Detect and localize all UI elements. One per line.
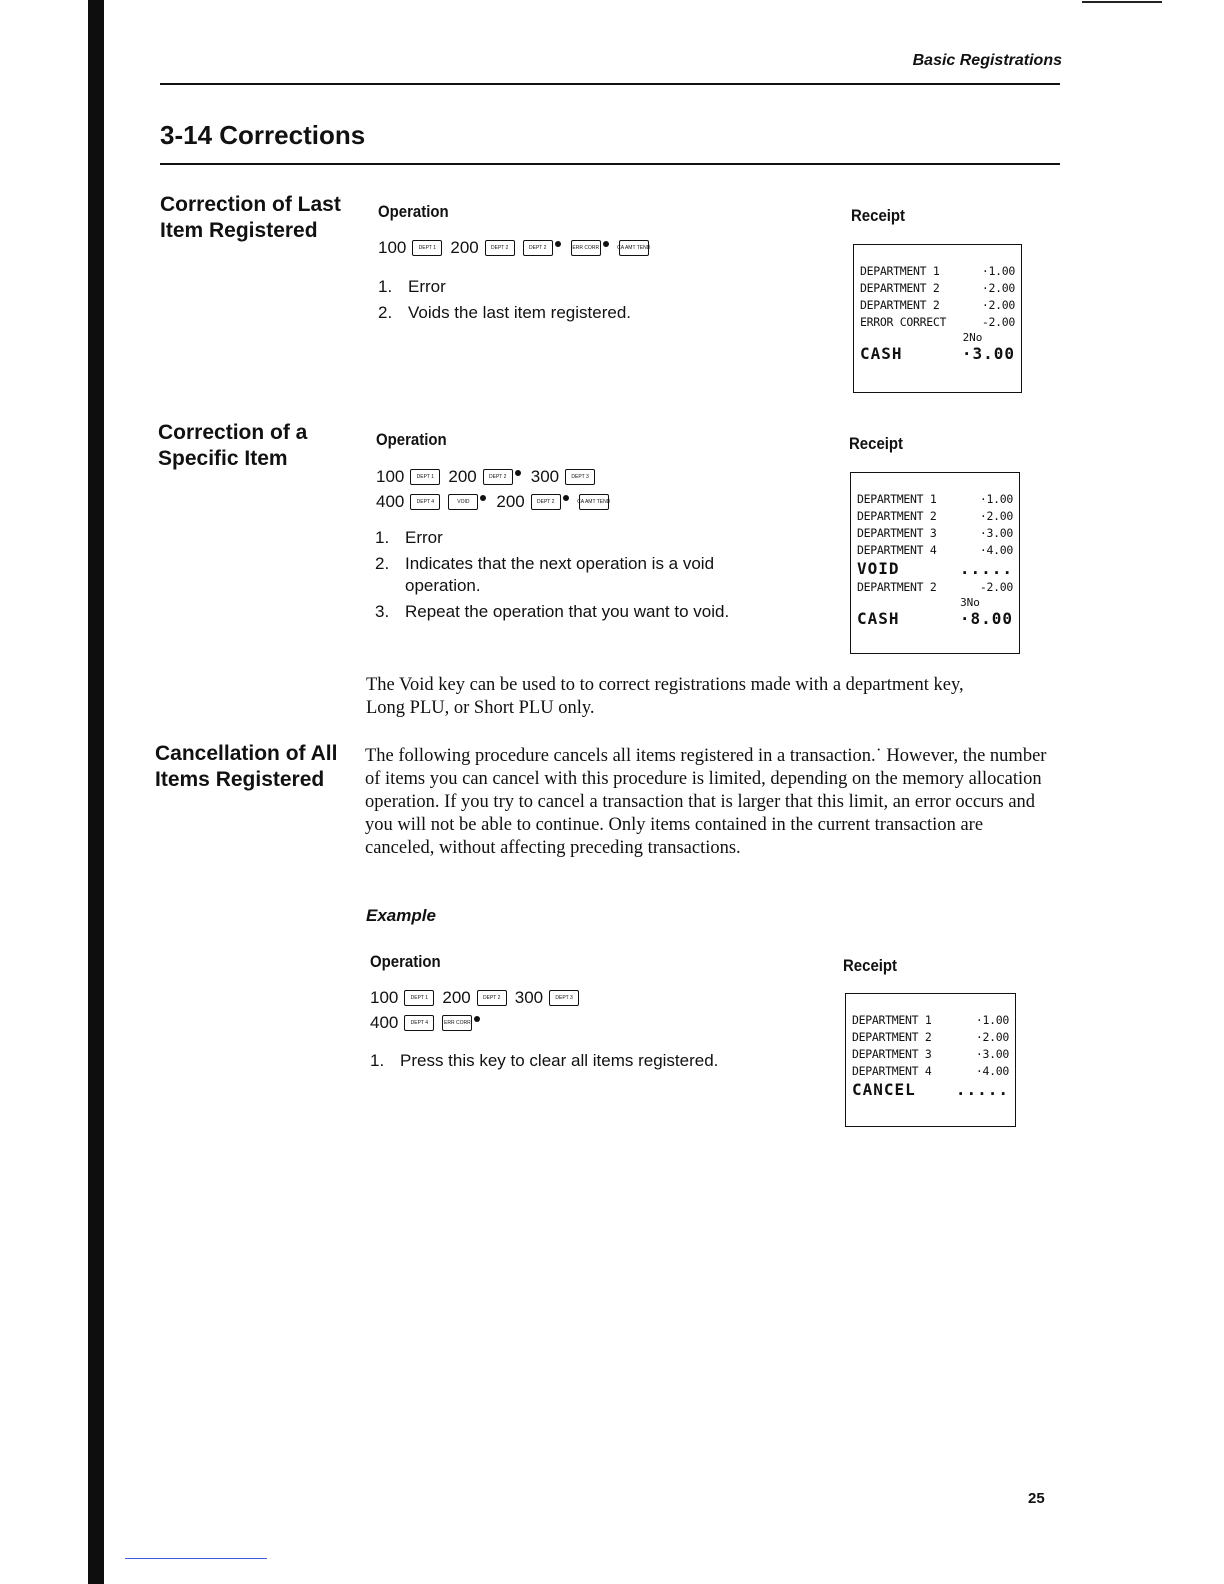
register-key-dept-2: DEPT 2 [485, 240, 515, 256]
receipt [845, 993, 1016, 1127]
amount-entry: 400 [376, 492, 405, 511]
amount-entry: 100 [376, 467, 405, 486]
note-number: 3. [375, 602, 390, 621]
amount-entry: 200 [442, 988, 471, 1007]
example-label: Example [366, 906, 436, 925]
register-key-ca-amt-tend: CA AMT TEND [619, 240, 649, 256]
receipt-item-value: ·4.00 [979, 543, 1013, 557]
title-rule [160, 163, 1060, 165]
running-head: Basic Registrations [912, 52, 1062, 69]
receipt-line [857, 525, 1013, 542]
note-number: 1. [378, 277, 393, 296]
receipt-item-label: DEPARTMENT 2 [857, 580, 937, 594]
receipt-line [852, 1029, 1009, 1046]
cancel-paragraph: The following procedure cancels all items registered in a transaction.˙ However, the number of items you can cancel with this procedure is limited, depending on the memory allocation operation. If you try to cancel a transaction that is larger that this limit, an error occurs and you will not be able to continue. Only items contained in the current transaction are canceled, without affecting preceding transactions. [365, 746, 1047, 858]
page-number: 25 [1028, 1490, 1045, 1507]
receipt [853, 244, 1022, 393]
receipt-item-label: DEPARTMENT 2 [860, 281, 940, 295]
operation-notes [370, 1050, 750, 1076]
note-item [375, 601, 735, 623]
key-sequence [378, 238, 651, 258]
receipt-item-label: DEPARTMENT 4 [857, 543, 937, 557]
receipt-item-label: DEPARTMENT 2 [852, 1030, 932, 1044]
receipt-label: Receipt [843, 956, 898, 975]
receipt-label: Receipt [851, 206, 906, 225]
binding-edge [88, 0, 104, 1584]
receipt-item-value: ·1.00 [979, 492, 1013, 506]
section-heading: Cancellation of All Items Registered [155, 742, 338, 791]
receipt-item-value: -2.00 [979, 580, 1013, 594]
scan-line [1082, 1, 1162, 3]
step-marker-dot [474, 1016, 480, 1022]
scan-line-bottom [125, 1558, 267, 1559]
step-marker-dot [555, 241, 561, 247]
receipt-item-value: ·2.00 [979, 509, 1013, 523]
receipt-total-label: CASH [857, 609, 900, 628]
receipt-item-label: CANCEL [852, 1080, 916, 1099]
note-number: 2. [378, 303, 393, 322]
register-key-dept-3: DEPT 3 [549, 990, 579, 1006]
note-text: Press this key to clear all items registered. [400, 1051, 719, 1070]
note-item [375, 527, 735, 549]
amount-entry: 100 [378, 238, 407, 257]
receipt-item-label: VOID [857, 559, 900, 578]
receipt-item-count: 3No [960, 596, 980, 609]
receipt-item-label: DEPARTMENT 4 [852, 1064, 932, 1078]
receipt-line [852, 1080, 1009, 1100]
register-key-dept-1: DEPT 1 [404, 990, 434, 1006]
amount-entry: 300 [530, 467, 560, 486]
receipt-line [852, 1046, 1009, 1063]
receipt-line [860, 297, 1015, 314]
key-sequence [370, 1013, 581, 1033]
register-key-dept-2: DEPT 2 [477, 990, 507, 1006]
amount-entry: 300 [514, 988, 544, 1007]
register-key-err-corr: ERR CORR [571, 240, 601, 256]
receipt-total-value: ·3.00 [961, 344, 1015, 363]
receipt-item-value: ..... [955, 1080, 1009, 1099]
receipt-item-label: DEPARTMENT 1 [857, 492, 937, 506]
operation-label: Operation [370, 952, 441, 971]
receipt-item-value: ·2.00 [981, 298, 1015, 312]
receipt-line [857, 579, 1013, 596]
receipt-item-label: DEPARTMENT 2 [860, 298, 940, 312]
note-item [375, 553, 735, 597]
note-text: Error [405, 528, 443, 547]
amount-entry: 200 [450, 238, 479, 257]
note-item [378, 276, 718, 298]
receipt-line [852, 1063, 1009, 1080]
receipt [850, 472, 1020, 654]
section-heading: Correction of a Specific Item [158, 421, 308, 470]
operation-keys [370, 988, 581, 1038]
register-key-dept-4: DEPT 4 [404, 1015, 434, 1031]
receipt-total [860, 344, 1015, 364]
section-title: 3-14 Corrections [160, 120, 366, 150]
receipt-line [852, 1012, 1009, 1029]
receipt-line [860, 263, 1015, 280]
section-heading: Correction of Last Item Registered [160, 193, 341, 242]
receipt-item-label: DEPARTMENT 1 [860, 264, 940, 278]
note-text: Error [408, 277, 446, 296]
key-sequence [370, 988, 581, 1008]
receipt-item-label: DEPARTMENT 1 [852, 1013, 932, 1027]
register-key-dept-2: DEPT 2 [523, 240, 553, 256]
note-text: Repeat the operation that you want to void. [405, 602, 730, 621]
register-key-err-corr: ERR CORR [442, 1015, 472, 1031]
receipt-item-value: ·1.00 [975, 1013, 1009, 1027]
operation-keys [376, 467, 611, 517]
receipt-item-label: DEPARTMENT 2 [857, 509, 937, 523]
void-note-paragraph: The Void key can be used to to correct registrations made with a department key, Long PLU, or Short PLU only. [366, 675, 964, 718]
receipt-item-value: -2.00 [981, 315, 1015, 329]
header-rule [160, 83, 1060, 85]
register-key-ca-amt-tend: CA AMT TEND [579, 494, 609, 510]
key-sequence [376, 492, 611, 512]
step-marker-dot [515, 470, 521, 476]
register-key-dept-2: DEPT 2 [531, 494, 561, 510]
receipt-item-value: ·2.00 [981, 281, 1015, 295]
receipt-item-value: ·3.00 [975, 1047, 1009, 1061]
operation-keys [378, 238, 651, 263]
receipt-line [860, 314, 1015, 331]
operation-notes [375, 527, 735, 627]
receipt-item-label: DEPARTMENT 3 [852, 1047, 932, 1061]
receipt-item-label: ERROR CORRECT [860, 315, 947, 329]
note-number: 1. [370, 1051, 385, 1070]
receipt-item-value: ·4.00 [975, 1064, 1009, 1078]
receipt-item-count: 2No [962, 331, 983, 344]
receipt-line [860, 280, 1015, 297]
receipt-item-value: ..... [959, 559, 1013, 578]
step-marker-dot [563, 495, 569, 501]
note-text: Indicates that the next operation is a void operation. [405, 554, 715, 595]
amount-entry: 200 [496, 492, 525, 511]
receipt-item-value: ·3.00 [979, 526, 1013, 540]
receipt-line [857, 559, 1013, 579]
step-marker-dot [480, 495, 486, 501]
operation-notes [378, 276, 718, 328]
register-key-dept-3: DEPT 3 [565, 469, 595, 485]
note-number: 1. [375, 528, 390, 547]
note-text: Voids the last item registered. [408, 303, 632, 322]
register-key-void: VOID [448, 494, 478, 510]
register-key-dept-1: DEPT 1 [410, 469, 440, 485]
register-key-dept-4: DEPT 4 [410, 494, 440, 510]
note-item [370, 1050, 750, 1072]
register-key-dept-2: DEPT 2 [483, 469, 513, 485]
receipt-total-label: CASH [860, 344, 903, 363]
note-item [378, 302, 718, 324]
amount-entry: 100 [370, 988, 399, 1007]
receipt-line [857, 508, 1013, 525]
key-sequence [376, 467, 611, 487]
amount-entry: 200 [448, 467, 477, 486]
step-marker-dot [603, 241, 609, 247]
receipt-total [857, 609, 1013, 629]
receipt-label: Receipt [849, 434, 904, 453]
register-key-dept-1: DEPT 1 [412, 240, 442, 256]
receipt-item-value: ·1.00 [981, 264, 1015, 278]
operation-label: Operation [376, 430, 447, 449]
receipt-line [857, 491, 1013, 508]
receipt-item-value: ·2.00 [975, 1030, 1009, 1044]
receipt-item-label: DEPARTMENT 3 [857, 526, 937, 540]
receipt-line [857, 542, 1013, 559]
operation-label: Operation [378, 202, 449, 221]
amount-entry: 400 [370, 1013, 399, 1032]
receipt-total-value: ·8.00 [959, 609, 1013, 628]
note-number: 2. [375, 554, 390, 573]
